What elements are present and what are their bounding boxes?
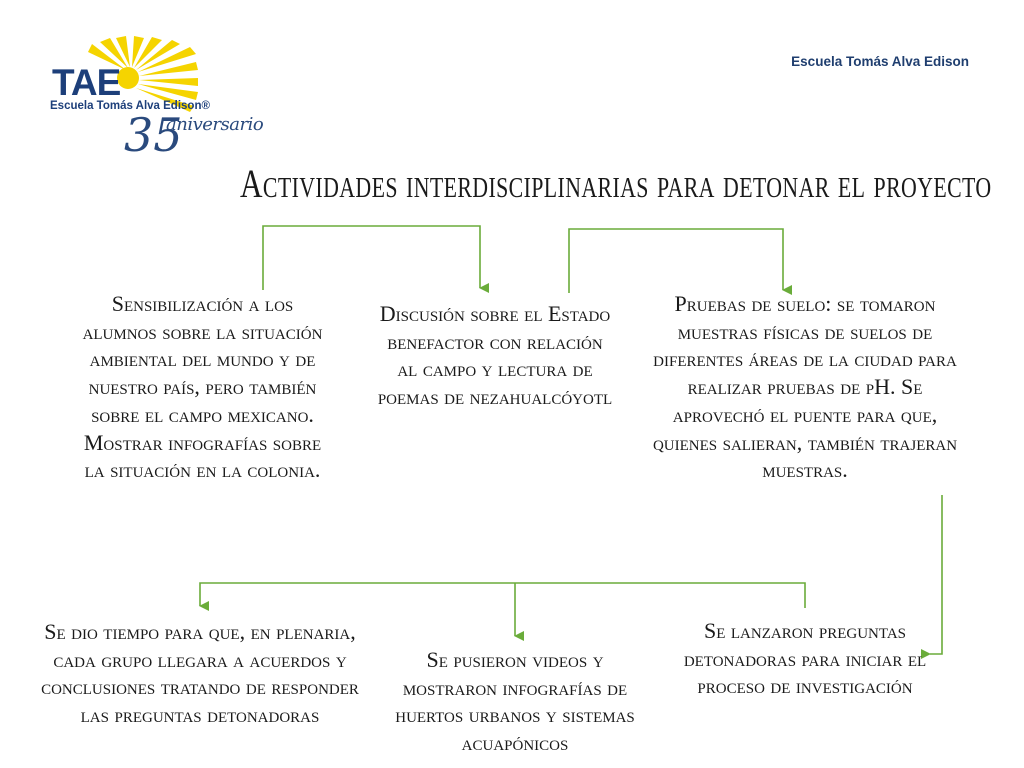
edge-box3-box6: [930, 495, 942, 654]
logo-anniversary-number: 35: [124, 108, 183, 162]
edge-box2-box3: [569, 229, 783, 293]
node-pruebas-suelo: Pruebas de suelo: se tomaron muestras físicas de suelos de diferentes áreas de la ciudad para realizar pruebas de pH. Se aprovechó el puente para que, quienes salieran, también trajeran muestras.: [652, 291, 958, 483]
logo-anniversary-word: aniversario: [166, 114, 264, 135]
node-preguntas: Se lanzaron preguntas detonadoras para iniciar el proceso de investigación: [683, 618, 927, 699]
node-discusion: Discusión sobre el Estado benefactor con relación al campo y lectura de poemas de nezahualcóyotl: [377, 301, 613, 410]
edge-box1-box2: [263, 226, 480, 290]
school-logo: [44, 34, 314, 166]
node-sensibilizacion: Sensibilización a los alumnos sobre la situación ambiental del mundo y de nuestro país, pero también sobre el campo mexicano. Mostrar infografías sobre la situación en la colonia.: [82, 291, 323, 483]
header-school-name: Escuela Tomás Alva Edison: [791, 54, 969, 69]
node-videos: Se pusieron videos y mostraron infografías de huertos urbanos y sistemas acuapónicos: [395, 647, 635, 756]
edge-box6-box4: [200, 583, 805, 608]
node-plenaria: Se dio tiempo para que, en plenaria, cada grupo llegara a acuerdos y conclusiones tratando de responder las preguntas detonadoras: [41, 619, 359, 728]
logo-subtitle: Escuela Tomás Alva Edison®: [50, 100, 210, 112]
page-title: Actividades interdisciplinarias para detonar el proyecto: [240, 161, 992, 206]
logo-text: TAE: [52, 62, 121, 103]
